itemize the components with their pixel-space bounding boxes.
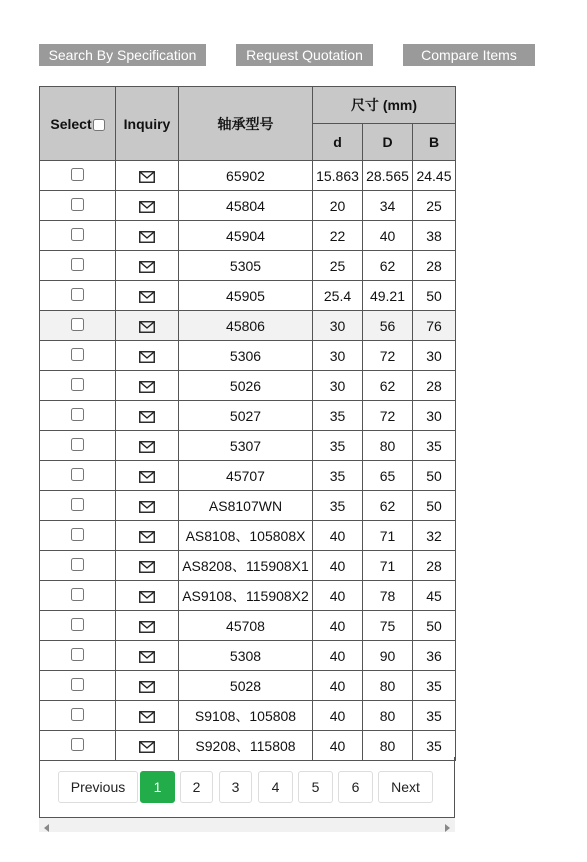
mail-icon[interactable]	[139, 261, 155, 273]
B-cell: 35	[413, 431, 456, 461]
select-cell	[40, 671, 116, 701]
select-cell	[40, 221, 116, 251]
inquiry-cell	[116, 161, 179, 191]
model-cell: 5026	[179, 371, 313, 401]
B-cell: 28	[413, 251, 456, 281]
B-cell: 36	[413, 641, 456, 671]
D-cell: 78	[363, 581, 413, 611]
row-select-checkbox[interactable]	[71, 558, 84, 571]
row-select-checkbox[interactable]	[71, 378, 84, 391]
table-row	[40, 701, 456, 731]
inquiry-cell	[116, 461, 179, 491]
inquiry-cell	[116, 281, 179, 311]
page-5-button[interactable]: 5	[298, 771, 333, 803]
model-cell: 5028	[179, 671, 313, 701]
row-select-checkbox[interactable]	[71, 708, 84, 721]
D-cell: 62	[363, 371, 413, 401]
model-cell: 5027	[179, 401, 313, 431]
bearing-table-container	[39, 86, 455, 761]
page-6-button[interactable]: 6	[338, 771, 373, 803]
mail-icon[interactable]	[139, 591, 155, 603]
inquiry-cell	[116, 431, 179, 461]
select-cell	[40, 431, 116, 461]
d-cell: 40	[313, 671, 363, 701]
D-cell: 75	[363, 611, 413, 641]
model-cell: 5308	[179, 641, 313, 671]
mail-icon[interactable]	[139, 471, 155, 483]
model-cell: AS9108、115908X2	[179, 581, 313, 611]
inquiry-cell	[116, 341, 179, 371]
D-cell: 80	[363, 731, 413, 761]
row-select-checkbox[interactable]	[71, 528, 84, 541]
B-cell: 38	[413, 221, 456, 251]
select-cell	[40, 521, 116, 551]
B-cell: 30	[413, 401, 456, 431]
d-cell: 30	[313, 311, 363, 341]
page-3-button[interactable]: 3	[219, 771, 252, 803]
model-cell: 45707	[179, 461, 313, 491]
d-cell: 25.4	[313, 281, 363, 311]
page-2-button[interactable]: 2	[180, 771, 213, 803]
B-cell: 76	[413, 311, 456, 341]
next-page-button[interactable]: Next	[378, 771, 433, 803]
dimensions-header: 尺寸 (mm)	[313, 87, 456, 124]
d-cell: 20	[313, 191, 363, 221]
mail-icon[interactable]	[139, 501, 155, 513]
model-cell: AS8208、115908X1	[179, 551, 313, 581]
select-cell	[40, 581, 116, 611]
inquiry-cell	[116, 641, 179, 671]
model-cell: 5306	[179, 341, 313, 371]
inquiry-cell	[116, 581, 179, 611]
row-select-checkbox[interactable]	[71, 228, 84, 241]
select-cell	[40, 251, 116, 281]
B-cell: 45	[413, 581, 456, 611]
select-cell	[40, 401, 116, 431]
inquiry-cell	[116, 611, 179, 641]
row-select-checkbox[interactable]	[71, 288, 84, 301]
row-select-checkbox[interactable]	[71, 738, 84, 751]
mail-icon[interactable]	[139, 531, 155, 543]
table-row	[40, 491, 456, 521]
d-cell: 30	[313, 341, 363, 371]
B-cell: 28	[413, 371, 456, 401]
B-cell: 24.45	[413, 161, 456, 191]
d-cell: 40	[313, 731, 363, 761]
horizontal-scrollbar[interactable]	[39, 818, 455, 832]
D-cell: 62	[363, 251, 413, 281]
B-cell: 50	[413, 611, 456, 641]
mail-icon[interactable]	[139, 561, 155, 573]
model-cell: 45708	[179, 611, 313, 641]
inquiry-cell	[116, 221, 179, 251]
request-quotation-button[interactable]: Request Quotation	[236, 44, 373, 66]
mail-icon[interactable]	[139, 321, 155, 333]
d-cell: 40	[313, 641, 363, 671]
mail-icon[interactable]	[139, 741, 155, 753]
row-select-checkbox[interactable]	[71, 438, 84, 451]
row-select-checkbox[interactable]	[71, 348, 84, 361]
table-row	[40, 401, 456, 431]
model-cell: 65902	[179, 161, 313, 191]
B-cell: 35	[413, 671, 456, 701]
select-header	[40, 87, 116, 161]
select-cell	[40, 341, 116, 371]
inquiry-cell	[116, 191, 179, 221]
select-cell	[40, 191, 116, 221]
select-cell	[40, 611, 116, 641]
search-by-specification-button[interactable]: Search By Specification	[39, 44, 206, 66]
previous-page-button[interactable]: Previous	[58, 771, 138, 803]
B-cell: 32	[413, 521, 456, 551]
inquiry-cell	[116, 701, 179, 731]
row-select-checkbox[interactable]	[71, 588, 84, 601]
D-cell: 28.565	[363, 161, 413, 191]
D-cell: 65	[363, 461, 413, 491]
d-cell: 40	[313, 551, 363, 581]
bearing-table	[39, 86, 456, 761]
model-cell: AS8108、105808X	[179, 521, 313, 551]
table-row	[40, 191, 456, 221]
row-select-checkbox[interactable]	[71, 648, 84, 661]
select-cell	[40, 641, 116, 671]
row-select-checkbox[interactable]	[71, 678, 84, 691]
D-cell: 80	[363, 671, 413, 701]
d-cell: 35	[313, 431, 363, 461]
B-cell: 50	[413, 491, 456, 521]
select-cell	[40, 311, 116, 341]
D-cell: 34	[363, 191, 413, 221]
d-cell: 40	[313, 701, 363, 731]
B-cell: 35	[413, 731, 456, 761]
row-select-checkbox[interactable]	[71, 468, 84, 481]
select-cell	[40, 371, 116, 401]
D-cell: 71	[363, 551, 413, 581]
row-select-checkbox[interactable]	[71, 318, 84, 331]
B-cell: 50	[413, 281, 456, 311]
row-select-checkbox[interactable]	[71, 408, 84, 421]
pagination-box	[39, 757, 455, 818]
select-cell	[40, 731, 116, 761]
mail-icon[interactable]	[139, 441, 155, 453]
model-cell: 45804	[179, 191, 313, 221]
table-row	[40, 521, 456, 551]
mail-icon[interactable]	[139, 291, 155, 303]
page-4-button[interactable]: 4	[258, 771, 293, 803]
row-select-checkbox[interactable]	[71, 198, 84, 211]
compare-items-button[interactable]: Compare Items	[403, 44, 535, 66]
d-cell: 40	[313, 581, 363, 611]
inquiry-cell	[116, 551, 179, 581]
D-cell: 56	[363, 311, 413, 341]
select-cell	[40, 701, 116, 731]
D-cell: 80	[363, 431, 413, 461]
table-row	[40, 251, 456, 281]
select-all-checkbox[interactable]	[93, 119, 105, 131]
page-1-button[interactable]: 1	[140, 771, 175, 803]
table-body	[40, 161, 456, 761]
select-cell	[40, 551, 116, 581]
D-cell: 71	[363, 521, 413, 551]
D-cell: 80	[363, 701, 413, 731]
d-cell: 30	[313, 371, 363, 401]
select-cell	[40, 161, 116, 191]
d-cell: 35	[313, 401, 363, 431]
D-cell: 72	[363, 401, 413, 431]
D-cell: 62	[363, 491, 413, 521]
model-cell: 5305	[179, 251, 313, 281]
table-row	[40, 731, 456, 761]
mail-icon[interactable]	[139, 621, 155, 633]
inquiry-cell	[116, 671, 179, 701]
D-cell: 72	[363, 341, 413, 371]
model-cell: AS8107WN	[179, 491, 313, 521]
inquiry-cell	[116, 491, 179, 521]
select-cell	[40, 281, 116, 311]
table-row	[40, 611, 456, 641]
inquiry-cell	[116, 371, 179, 401]
inquiry-cell	[116, 731, 179, 761]
row-select-checkbox[interactable]	[71, 498, 84, 511]
D-cell: 90	[363, 641, 413, 671]
model-cell: S9108、105808	[179, 701, 313, 731]
inquiry-header: Inquiry	[116, 87, 179, 161]
D-cell: 49.21	[363, 281, 413, 311]
d-cell: 35	[313, 491, 363, 521]
table-row	[40, 641, 456, 671]
table-row	[40, 671, 456, 701]
table-row	[40, 461, 456, 491]
model-cell: 45904	[179, 221, 313, 251]
table-row	[40, 341, 456, 371]
d-cell: 40	[313, 521, 363, 551]
select-header-label: Select	[50, 115, 92, 132]
select-cell	[40, 461, 116, 491]
table-row	[40, 581, 456, 611]
B-cell: 35	[413, 701, 456, 731]
B-cell: 30	[413, 341, 456, 371]
mail-icon[interactable]	[139, 411, 155, 423]
B-cell: 50	[413, 461, 456, 491]
B-header: B	[413, 124, 456, 161]
D-header: D	[363, 124, 413, 161]
d-cell: 25	[313, 251, 363, 281]
row-select-checkbox[interactable]	[71, 258, 84, 271]
model-cell: S9208、115808	[179, 731, 313, 761]
select-cell	[40, 491, 116, 521]
scroll-right-arrow-icon[interactable]	[442, 820, 452, 830]
table-row	[40, 161, 456, 191]
B-cell: 25	[413, 191, 456, 221]
scroll-left-arrow-icon[interactable]	[42, 820, 52, 830]
D-cell: 40	[363, 221, 413, 251]
table-row	[40, 281, 456, 311]
row-select-checkbox[interactable]	[71, 168, 84, 181]
mail-icon[interactable]	[139, 651, 155, 663]
row-select-checkbox[interactable]	[71, 618, 84, 631]
mail-icon[interactable]	[139, 201, 155, 213]
d-header: d	[313, 124, 363, 161]
table-row	[40, 551, 456, 581]
inquiry-cell	[116, 521, 179, 551]
d-cell: 35	[313, 461, 363, 491]
mail-icon[interactable]	[139, 381, 155, 393]
mail-icon[interactable]	[139, 351, 155, 363]
table-row	[40, 221, 456, 251]
model-cell: 45806	[179, 311, 313, 341]
mail-icon[interactable]	[139, 231, 155, 243]
B-cell: 28	[413, 551, 456, 581]
mail-icon[interactable]	[139, 681, 155, 693]
model-cell: 45905	[179, 281, 313, 311]
d-cell: 22	[313, 221, 363, 251]
d-cell: 15.863	[313, 161, 363, 191]
table-row	[40, 371, 456, 401]
table-row	[40, 311, 456, 341]
inquiry-cell	[116, 311, 179, 341]
mail-icon[interactable]	[139, 711, 155, 723]
mail-icon[interactable]	[139, 171, 155, 183]
inquiry-cell	[116, 401, 179, 431]
table-row	[40, 431, 456, 461]
model-header: 轴承型号	[179, 87, 313, 161]
d-cell: 40	[313, 611, 363, 641]
toolbar	[39, 44, 539, 66]
model-cell: 5307	[179, 431, 313, 461]
inquiry-cell	[116, 251, 179, 281]
